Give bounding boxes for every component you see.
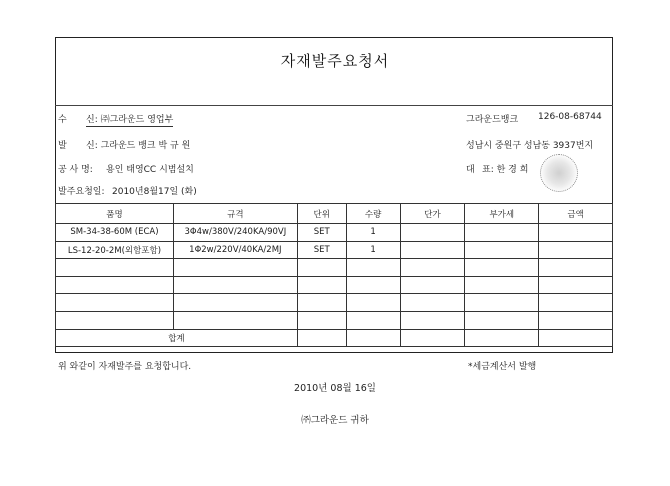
sender-value: 신: 그라운드 뱅크 박 규 원	[86, 141, 191, 151]
table-row	[56, 241, 613, 259]
table-cell	[465, 311, 539, 329]
column-header: 부가세	[465, 204, 539, 224]
table-cell: SET	[297, 241, 346, 259]
table-total-row	[56, 329, 613, 347]
column-header: 품명	[56, 204, 174, 224]
table-cell	[539, 311, 613, 329]
table-cell	[56, 276, 174, 294]
table-cell	[400, 224, 465, 242]
table-cell	[297, 276, 346, 294]
request-note: 위 와같이 자재발주를 요청합니다.	[58, 362, 192, 372]
table-cell	[173, 259, 297, 277]
table-cell	[539, 241, 613, 259]
column-header: 규격	[173, 204, 297, 224]
table-cell: SET	[297, 224, 346, 242]
table-cell	[346, 311, 400, 329]
table-cell	[173, 294, 297, 312]
table-cell	[400, 259, 465, 277]
table-cell	[539, 276, 613, 294]
table-cell	[400, 276, 465, 294]
table-cell	[400, 294, 465, 312]
table-cell	[173, 276, 297, 294]
project-label: 공 사 명:	[58, 165, 93, 175]
table-cell	[346, 259, 400, 277]
sender-label: 발	[58, 141, 67, 151]
table-cell	[400, 311, 465, 329]
table-cell	[465, 224, 539, 242]
table-row	[56, 259, 613, 277]
table-cell	[346, 294, 400, 312]
request-date-label: 발주요청일:	[58, 187, 105, 197]
addressee: ㈜그라운드 귀하	[301, 415, 369, 426]
table-cell	[56, 311, 174, 329]
table-row	[56, 311, 613, 329]
table-cell	[465, 294, 539, 312]
table-cell	[297, 329, 346, 347]
table-cell	[539, 329, 613, 347]
business-number: 126-08-68744	[538, 112, 602, 122]
table-cell	[465, 276, 539, 294]
table-cell	[56, 294, 174, 312]
table-cell	[346, 329, 400, 347]
recipient-label: 수	[58, 115, 67, 125]
company-seal-stamp	[540, 154, 578, 192]
table-cell	[539, 259, 613, 277]
table-cell	[539, 224, 613, 242]
table-row	[56, 276, 613, 294]
table-cell	[346, 276, 400, 294]
table-cell	[173, 311, 297, 329]
project-value: 용인 태영CC 시범설치	[106, 165, 194, 175]
table-cell	[465, 259, 539, 277]
table-cell: LS-12-20-2M(외함포함)	[56, 241, 174, 259]
table-cell: 3Φ4w/380V/240KA/90VJ	[173, 224, 297, 242]
representative-value: 표: 한 경 희	[482, 165, 529, 175]
table-cell: 1	[346, 224, 400, 242]
title-divider	[55, 105, 613, 106]
issue-date: 2010년 08월 16일	[294, 383, 376, 394]
document-title: 자재발주요청서	[280, 52, 390, 70]
table-row	[56, 224, 613, 242]
recipient-value: 신: ㈜그라운드 영업부	[86, 112, 173, 127]
column-header: 수량	[346, 204, 400, 224]
table-cell	[465, 329, 539, 347]
table-header-row	[56, 204, 613, 224]
table-cell	[465, 241, 539, 259]
company-address: 성남시 중원구 성남동 3937번지	[466, 141, 594, 151]
order-items-table	[55, 203, 613, 347]
company-name: 그라운드뱅크	[466, 115, 519, 125]
table-cell	[539, 294, 613, 312]
column-header: 금액	[539, 204, 613, 224]
column-header: 단가	[400, 204, 465, 224]
total-label: 합계	[56, 329, 298, 347]
table-cell	[400, 241, 465, 259]
table-cell: SM-34-38-60M (ECA)	[56, 224, 174, 242]
column-header: 단위	[297, 204, 346, 224]
table-cell: 1Φ2w/220V/40KA/2MJ	[173, 241, 297, 259]
table-cell: 1	[346, 241, 400, 259]
request-date-value: 2010년8월17일 (화)	[112, 187, 197, 197]
table-cell	[297, 294, 346, 312]
table-row	[56, 294, 613, 312]
table-cell	[297, 259, 346, 277]
table-cell	[56, 259, 174, 277]
table-cell	[400, 329, 465, 347]
representative-label: 대	[466, 165, 475, 175]
tax-invoice-note: *세금계산서 발행	[468, 362, 537, 372]
table-cell	[297, 311, 346, 329]
